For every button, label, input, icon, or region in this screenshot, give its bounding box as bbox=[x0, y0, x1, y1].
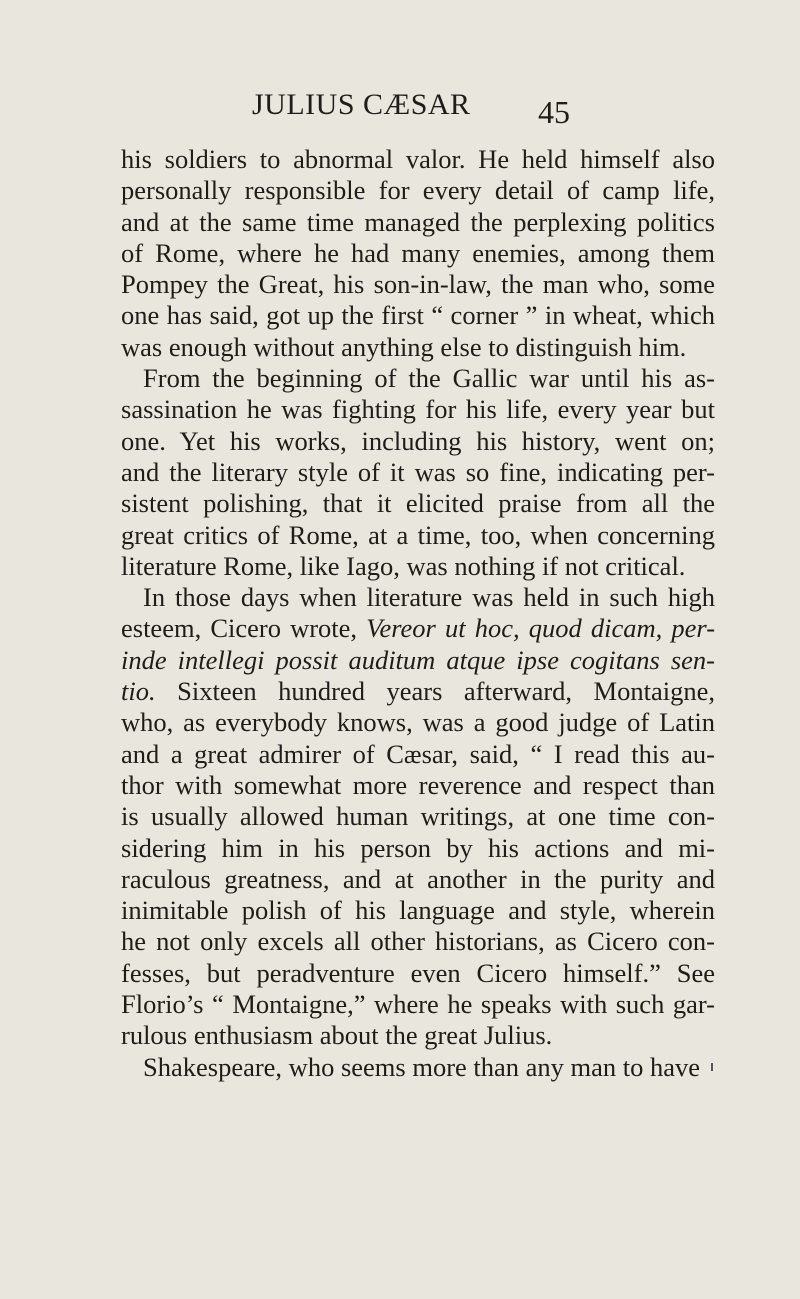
latin-quote: tio. bbox=[121, 676, 156, 707]
text-line: is usually allowed human writings, at one time con- bbox=[121, 801, 715, 832]
paragraph-start-line: Shakespeare, who seems more than any man to have bbox=[143, 1051, 701, 1082]
margin-mark bbox=[711, 1063, 713, 1071]
text-line: and a great admirer of Cæsar, said, “ I read this au- bbox=[121, 738, 715, 769]
text-line: Florio’s “ Montaigne,” where he speaks with such gar- bbox=[121, 989, 715, 1020]
text-line: sassination he was fighting for his life, every year but bbox=[121, 394, 715, 425]
text-line: he not only excels all other historians, as Cicero con- bbox=[121, 926, 715, 957]
text-run: esteem, Cicero wrote, bbox=[121, 613, 358, 644]
text-line: sidering him in his person by his actions and mi- bbox=[121, 832, 715, 863]
text-line: inimitable polish of his language and style, wherein bbox=[121, 895, 715, 926]
text-line: fesses, but peradventure even Cicero himself.” See bbox=[121, 957, 715, 988]
running-title: JULIUS CÆSAR bbox=[252, 88, 471, 121]
text-line: one has said, got up the first “ corner ” in wheat, which bbox=[121, 300, 715, 331]
paragraph-start-line: In those days when literature was held in such high bbox=[143, 582, 715, 613]
text-line: one. Yet his works, including his history, went on; bbox=[121, 425, 715, 456]
text-line: Pompey the Great, his son-in-law, the man who, some bbox=[121, 269, 715, 300]
text-line: of Rome, where he had many enemies, among them bbox=[121, 237, 715, 268]
text-line: who, as everybody knows, was a good judge of Latin bbox=[121, 707, 715, 738]
text-line: thor with somewhat more reverence and respect than bbox=[121, 769, 715, 800]
text-line: and the literary style of it was so fine, indicating per- bbox=[121, 456, 715, 487]
page-header bbox=[0, 88, 800, 138]
text-run: Sixteen hundred years afterward, Montaigne, bbox=[177, 676, 715, 707]
text-line: rulous enthusiasm about the great Julius. bbox=[121, 1020, 553, 1051]
latin-quote-line: inde intellegi possit auditum atque ipse cogitans sen- bbox=[121, 644, 715, 675]
text-line: personally responsible for every detail of camp life, bbox=[121, 175, 715, 206]
paragraph-start-line: From the beginning of the Gallic war until his as- bbox=[143, 363, 715, 394]
text-line: great critics of Rome, at a time, too, when concerning bbox=[121, 519, 715, 550]
text-line: sistent polishing, that it elicited praise from all the bbox=[121, 488, 715, 519]
text-line: literature Rome, like Iago, was nothing if not critical. bbox=[121, 550, 686, 581]
text-line-with-latin bbox=[121, 676, 715, 707]
body-text bbox=[121, 144, 715, 1083]
text-line: was enough without anything else to distinguish him. bbox=[121, 331, 687, 362]
text-line: his soldiers to abnormal valor. He held himself also bbox=[121, 144, 715, 174]
page-number: 45 bbox=[538, 94, 570, 130]
text-line: raculous greatness, and at another in the purity and bbox=[121, 863, 715, 894]
text-line: and at the same time managed the perplexing politics bbox=[121, 206, 715, 237]
latin-quote: Vereor ut hoc, quod dicam, per- bbox=[366, 613, 716, 644]
text-line-with-latin bbox=[121, 613, 715, 644]
